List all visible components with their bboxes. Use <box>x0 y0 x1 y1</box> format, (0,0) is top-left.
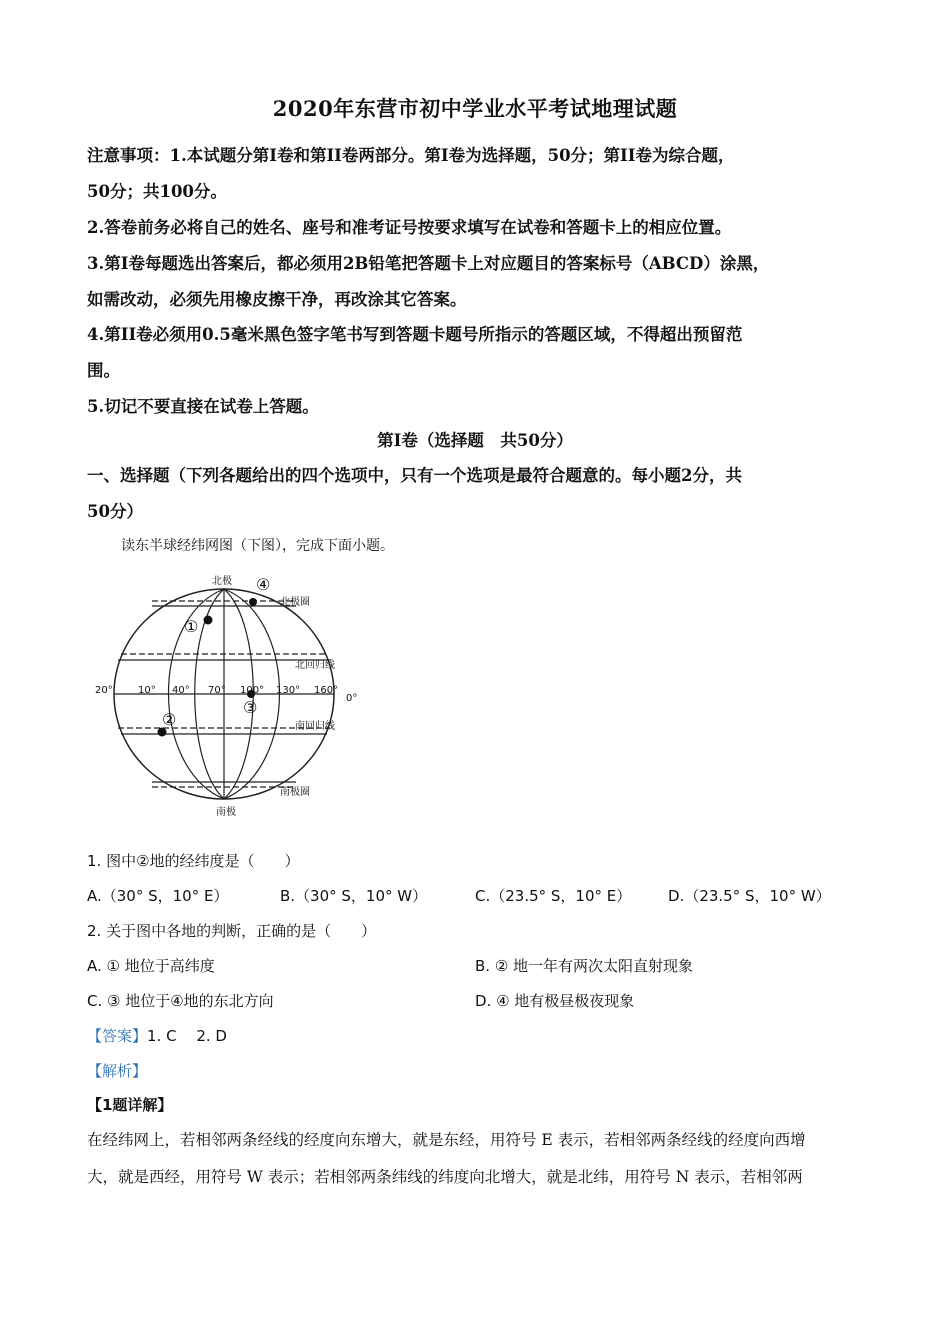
analysis-label: 【解析】 <box>87 1062 148 1080</box>
q2-option-d: D. ④ 地有极昼极夜现象 <box>475 992 635 1010</box>
q1-stem: 1. 图中②地的经纬度是（ ） <box>87 852 300 870</box>
question-lead: 读东半球经纬网图（下图），完成下面小题。 <box>121 538 394 554</box>
notes-line-1: 注意事项：1.本试题分第Ⅰ卷和第II卷两部分。第Ⅰ卷为选择题，50分；第II卷为综合题， <box>87 146 735 165</box>
doc-title: 2020年东营市初中学业水平考试地理试题 <box>272 96 678 121</box>
arctic-circle-label: 北极圈 <box>280 597 310 608</box>
point-4-dot <box>249 598 257 606</box>
tropic-cancer-label: 北回归线 <box>295 660 335 671</box>
notes-line-6: 4.第II卷必须用0.5毫米黑色签字笔书写到答题卡题号所指示的答题区域，不得超出预留范 <box>87 325 743 344</box>
part-heading-line-2: 50分） <box>87 502 143 521</box>
q1-option-c: C.（23.5° S，10° E） <box>475 887 632 905</box>
lon-130-label: 130° <box>276 685 301 696</box>
notes-line-3: 2.答卷前务必将自己的姓名、座号和准考证号按要求填写在试卷和答题卡上的相应位置。 <box>87 218 732 237</box>
notes-line-5: 如需改动，必须先用橡皮擦干净，再改涂其它答案。 <box>87 290 467 309</box>
q1-option-d: D.（23.5° S，10° W） <box>668 887 831 905</box>
point-3-label: ③ <box>243 698 258 717</box>
section-title: 第Ⅰ卷（选择题 共50分） <box>377 431 573 450</box>
q1-option-a: A.（30° S，10° E） <box>87 887 229 905</box>
q2-stem: 2. 关于图中各地的判断，正确的是（ ） <box>87 922 377 940</box>
lon-70-label: 70° <box>208 685 226 696</box>
lon-100-label: 100° <box>240 685 265 696</box>
answer-label: 【答案】 <box>87 1027 148 1045</box>
point-1-label: ① <box>184 617 199 636</box>
notes-line-8: 5.切记不要直接在试卷上答题。 <box>87 397 319 416</box>
north-pole-label: 北极 <box>212 576 232 587</box>
point-4-label: ④ <box>256 575 271 594</box>
antarctic-circle-label: 南极圈 <box>280 787 310 798</box>
notes-line-2: 50分；共100分。 <box>87 182 227 201</box>
point-2-label: ② <box>162 710 177 729</box>
lat-0-label: 0° <box>346 693 358 704</box>
south-pole-label: 南极 <box>216 807 236 818</box>
answer-value: 1. C 2. D <box>147 1027 227 1045</box>
lon-20-label: 20° <box>95 685 113 696</box>
notes-line-7: 围。 <box>87 361 120 380</box>
part-heading-line-1: 一、选择题（下列各题给出的四个选项中，只有一个选项是最符合题意的。每小题2分，共 <box>87 466 742 485</box>
tropic-capricorn-label: 南回归线 <box>295 721 335 732</box>
notes-line-4: 3.第Ⅰ卷每题选出答案后，都必须用2B铅笔把答题卡上对应题目的答案标号（ABCD）涂黑， <box>87 254 770 273</box>
explanation-line-1: 在经纬网上，若相邻两条经线的经度向东增大，就是东经，用符号 E 表示，若相邻两条经线的经度向西增 <box>87 1131 806 1149</box>
detail-label: 【1题详解】 <box>87 1096 173 1114</box>
hemisphere-grid-map <box>90 568 370 820</box>
point-1-dot <box>204 616 213 625</box>
q2-option-a: A. ① 地位于高纬度 <box>87 957 215 975</box>
lon-160-label: 160° <box>314 685 339 696</box>
answer-row <box>87 1025 227 1046</box>
lon-10-label: 10° <box>138 685 156 696</box>
explanation-line-2: 大，就是西经，用符号 W 表示；若相邻两条纬线的纬度向北增大，就是北纬，用符号 N 表示，若相邻两 <box>87 1168 803 1186</box>
q2-option-c: C. ③ 地位于④地的东北方向 <box>87 992 274 1010</box>
q1-option-b: B.（30° S，10° W） <box>280 887 428 905</box>
q2-option-b: B. ② 地一年有两次太阳直射现象 <box>475 957 694 975</box>
lon-40-label: 40° <box>172 685 190 696</box>
